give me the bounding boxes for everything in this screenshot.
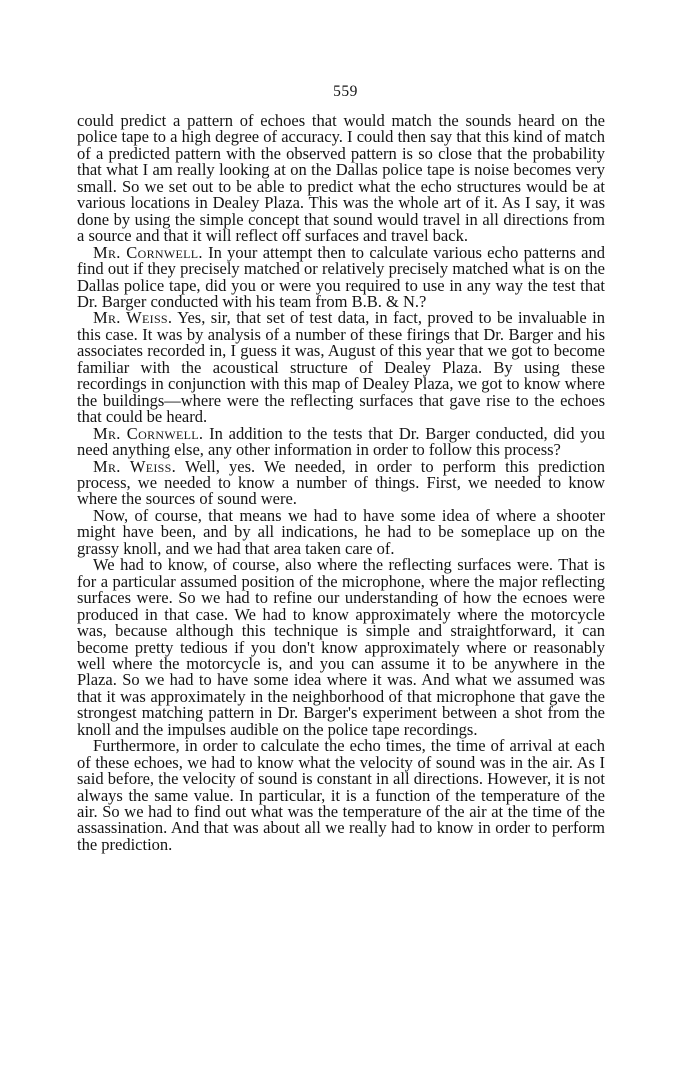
paragraph-text: could predict a pattern of echoes that would match the sounds heard on the police tape to a high degree of accuracy. I could then say that this kind of match of a predicted pattern with the observed pattern is so close that the probability that what I am really looking at on the Dallas police tape is noise becomes very small. So we set out to be able to predict what the echo structures would be at various locations in Dealey Plaza. This was the whole art of it. As I say, it was done by using the simple concept that sound would travel in all directions from a source and that it will reflect off surfaces and travel back.	[77, 111, 605, 246]
paragraph-text: In your attempt then to calculate various echo patterns and find out if they precisely matched or relatively precisely matched what is on the Dallas police tape, did you or were you required to use in any way the test that Dr. Barger conducted with his team from B.B. & N.?	[77, 242, 605, 311]
paragraph-text: Now, of course, that means we had to have some idea of where a shooter might have been, and by all indications, he had to be someplace up on the grassy knoll, and we had that area taken care of.	[77, 505, 605, 558]
page-number: 559	[333, 83, 358, 100]
paragraph	[77, 113, 605, 245]
paragraph-text: In addition to the tests that Dr. Barger conducted, did you need anything else, any other information in order to follow this process?	[77, 423, 606, 460]
paragraph	[77, 505, 605, 558]
paragraph	[77, 557, 605, 738]
paragraph-text: Yes, sir, that set of test data, in fact, proved to be invaluable in this case. It was by analysis of a number of these firings that Dr. Barger and his associates recorded in, I guess it was, August of this year that we got to become familiar with the acoustical structure of Dealey Plaza. By using these recordings in conjunction with this map of Dealey Plaza, we got to know where the buildings—where were the reflecting surfaces that gave rise to the echoes that could be heard.	[77, 308, 606, 427]
paragraph	[77, 242, 605, 311]
speaker-name: Mr. Weiss.	[93, 308, 173, 328]
speaker-name: Mr. Cornwell.	[93, 242, 203, 262]
transcript-body	[77, 113, 605, 853]
paragraph	[77, 738, 605, 853]
paragraph	[77, 456, 606, 509]
paragraph	[77, 310, 605, 425]
speaker-name: Mr. Cornwell.	[93, 423, 204, 443]
paragraph-text: Furthermore, in order to calculate the echo times, the time of arrival at each of these echoes, we had to know what the velocity of sound was in the air. As I said before, the velocity of sound is constant in all directions. However, it is not always the same value. In particular, it is a function of the temperature of the air. So we had to find out what was the temperature of the air at the time of the assassination. And that was about all we really had to know in order to perform the prediction.	[77, 736, 605, 854]
paragraph-text: We had to know, of course, also where the reflecting surfaces were. That is for a particular assumed position of the microphone, where the major reflecting surfaces were. So we had to refine our understanding of how the ecnoes were produced in that case. We had to know approximately where the motorcycle was, because although this technique is simple and straightforward, it can become pretty tedious if you don't know approximately where or reasonably well where the motorcycle is, and you can assume it to be anywhere in the Plaza. So we had to have some idea where it was. And what we assumed was that it was approximately in the neighborhood of that microphone that gave the strongest matching pattern in Dr. Barger's experiment between a shot from the knoll and the impulses audible on the police tape recordings.	[77, 555, 605, 739]
speaker-name: Mr. Weiss.	[93, 456, 177, 476]
paragraph-text: Well, yes. We needed, in order to perform this prediction process, we needed to know a number of things. First, we needed to know where the sources of sound were.	[77, 456, 606, 509]
paragraph	[77, 423, 606, 460]
